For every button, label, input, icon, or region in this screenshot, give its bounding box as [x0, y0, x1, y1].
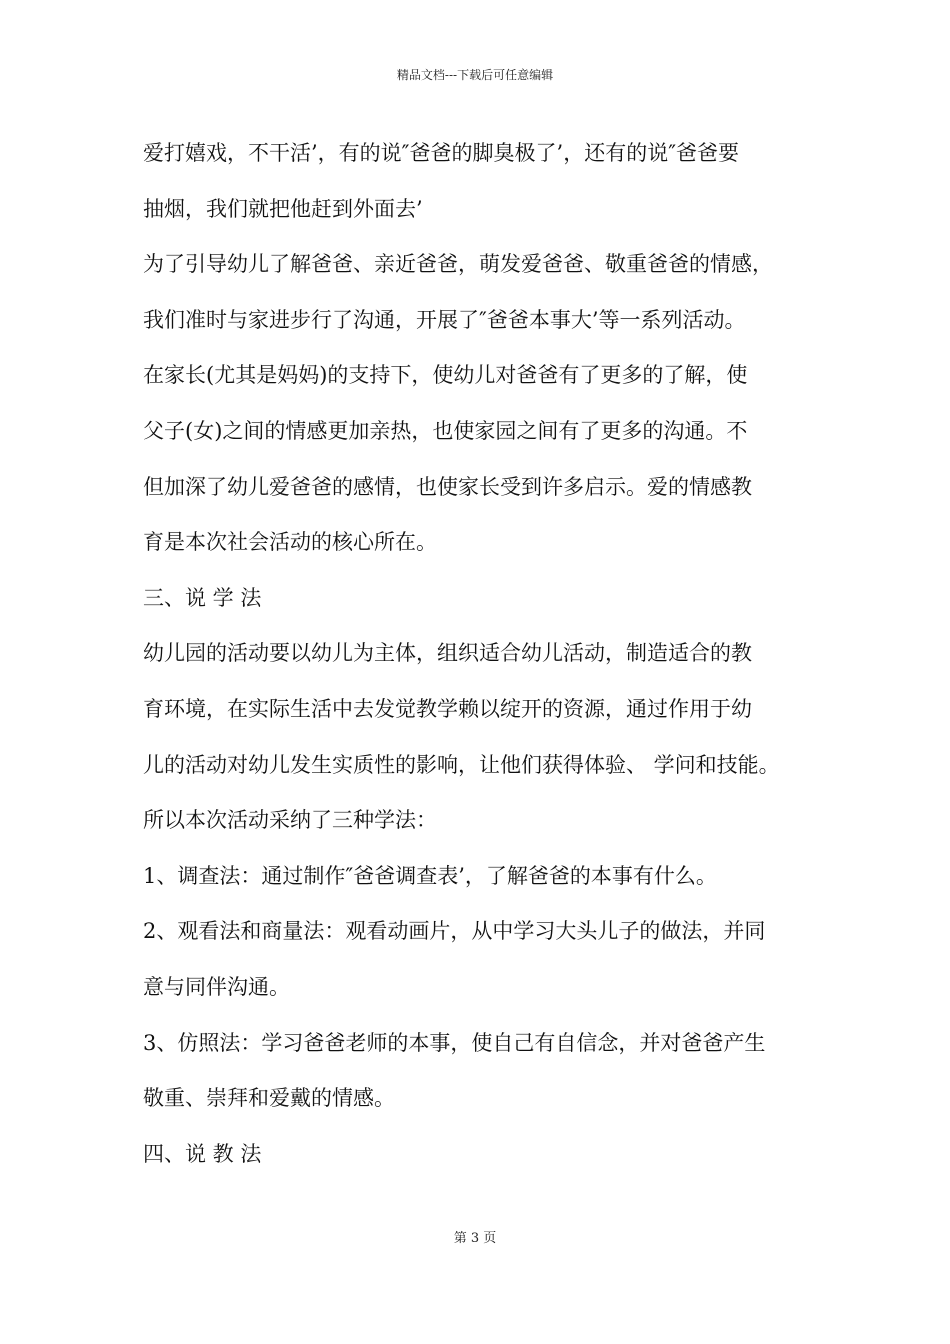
text-line: 育环境，在实际生活中去发觉教学赖以绽开的资源，通过作用于幼 — [143, 696, 752, 721]
page-number: 第 3 页 — [453, 1231, 497, 1246]
text-line: 幼儿园的活动要以幼儿为主体，组织适合幼儿活动，制造适合的教 — [143, 641, 752, 666]
document-body — [143, 126, 823, 1182]
text-line: 爱打嬉戏，不干活’，有的说″爸爸的脚臭极了’，还有的说″爸爸要 — [143, 141, 740, 165]
text-line: 敬重、崇拜和爱戴的情感。 — [143, 1086, 395, 1111]
text-line: 儿的活动对幼儿发生实质性的影响，让他们获得体验、 学问和技能。 — [143, 752, 780, 777]
text-line: 抽烟，我们就把他赶到外面去’ — [143, 196, 423, 221]
text-line: 育是本次社会活动的核心所在。 — [143, 530, 437, 555]
text-line: 在家长(尤其是妈妈)的支持下，使幼儿对爸爸有了更多的了解，使 — [143, 363, 748, 388]
section-heading: 四、说 教 法 — [143, 1141, 262, 1166]
list-item: 3、仿照法：学习爸爸老师的本事，使自己有自信念，并对爸爸产生 — [143, 1030, 766, 1055]
text-line: 我们准时与家进步行了沟通，开展了″爸爸本事大’等一系列活动。 — [143, 307, 746, 332]
section-heading: 三、说 学 法 — [143, 585, 262, 610]
list-item: 2、观看法和商量法：观看动画片，从中学习大头儿子的做法，并同 — [143, 919, 766, 944]
list-item: 1、调查法：通过制作″爸爸调查表’，了解爸爸的本事有什么。 — [143, 863, 717, 888]
page-header: 精品文档---下载后可任意编辑 — [396, 68, 554, 82]
text-line: 意与同伴沟通。 — [143, 974, 290, 999]
text-line: 所以本次活动采纳了三种学法： — [143, 808, 437, 833]
text-line: 为了引导幼儿了解爸爸、亲近爸爸，萌发爱爸爸、敬重爸爸的情感， — [143, 252, 773, 277]
text-line: 父子(女)之间的情感更加亲热，也使家园之间有了更多的沟通。不 — [143, 418, 748, 443]
text-line: 但加深了幼儿爱爸爸的感情，也使家长受到许多启示。爱的情感教 — [143, 474, 752, 499]
